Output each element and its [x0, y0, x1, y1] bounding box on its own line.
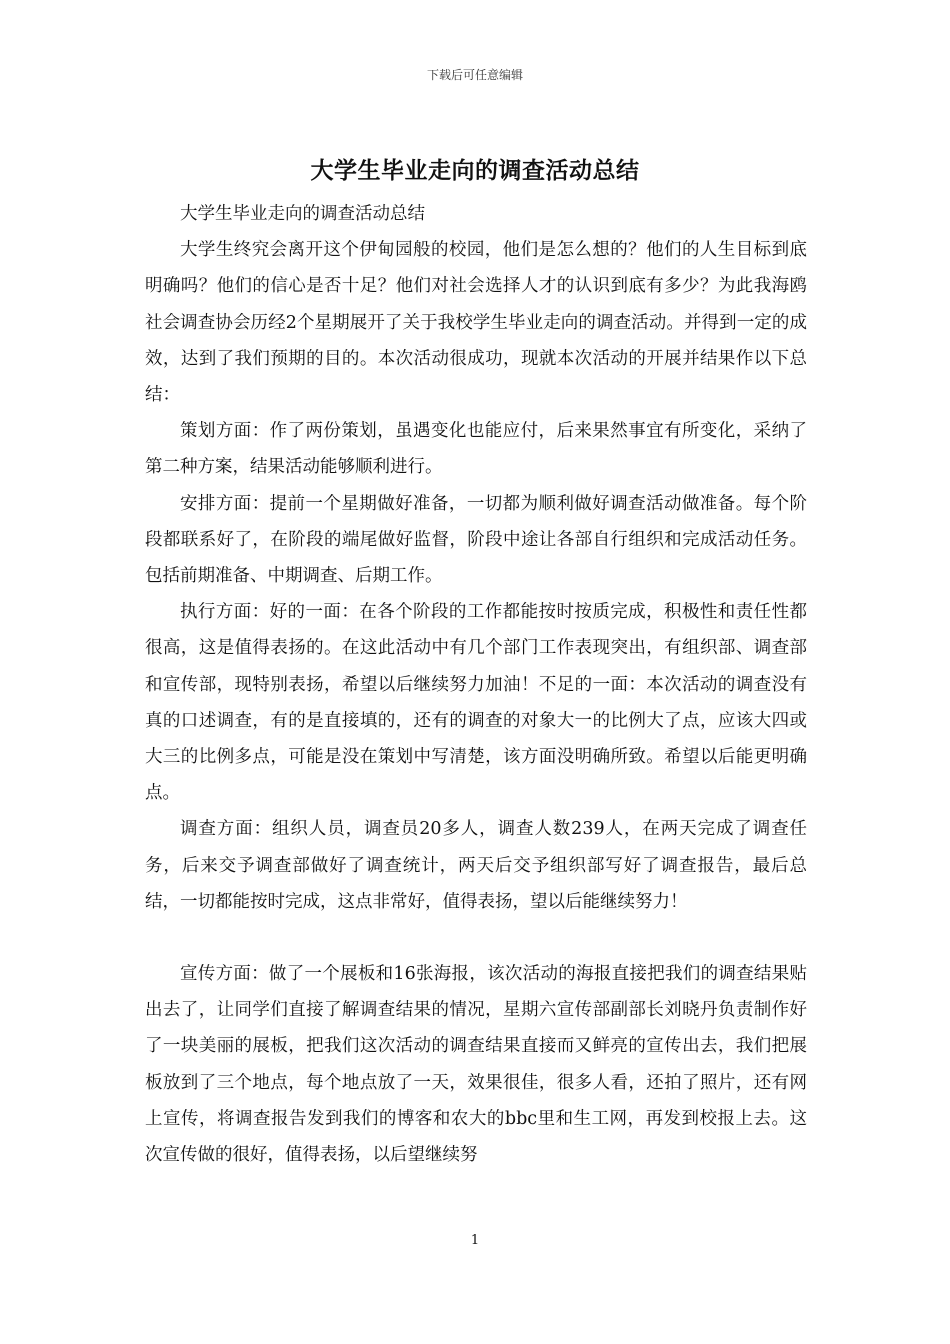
- paragraph-spacer: [145, 920, 807, 956]
- paragraph-publicity: 宣传方面：做了一个展板和16张海报，该次活动的海报直接把我们的调查结果贴出去了，让同学们直接了解调查结果的情况，星期六宣传部副部长刘晓丹负责制作好了一块美丽的展板，把我们这次活动的调查结果直接而又鲜亮的宣传出去，我们把展板放到了三个地点，每个地点放了一天，效果很佳，很多人看，还拍了照片，还有网上宣传，将调查报告发到我们的博客和农大的bbc里和生工网，再发到校报上去。这次宣传做的很好，值得表扬，以后望继续努: [145, 964, 807, 1166]
- paragraph-planning: 策划方面：作了两份策划，虽遇变化也能应付，后来果然事宜有所变化，采纳了第二种方案，结果活动能够顺利进行。: [145, 421, 807, 478]
- document-title: 大学生毕业走向的调查活动总结: [310, 157, 640, 184]
- paragraph-survey: 调查方面：组织人员，调查员20多人，调查人数239人，在两天完成了调查任务，后来交予调查部做好了调查统计，两天后交予组织部写好了调查报告，最后总结，一切都能按时完成，这点非常好，值得表扬，望以后能继续努力！: [145, 819, 807, 912]
- document-body: [145, 196, 807, 1173]
- paragraph-execution: 执行方面：好的一面：在各个阶段的工作都能按时按质完成，积极性和责任性都很高，这是值得表扬的。在这此活动中有几个部门工作表现突出，有组织部、调查部和宣传部，现特别表扬，希望以后继续努力加油！不足的一面：本次活动的调查没有真的口述调查，有的是直接填的，还有的调查的对象大一的比例大了点，应该大四或大三的比例多点，可能是没在策划中写清楚，该方面没明确所致。希望以后能更明确点。: [145, 602, 807, 804]
- paragraph-intro: 大学生终究会离开这个伊甸园般的校园，他们是怎么想的？他们的人生目标到底明确吗？他们的信心是否十足？他们对社会选择人才的认识到底有多少？为此我海鸥社会调查协会历经2个星期展开了关于我校学生毕业走向的调查活动。并得到一定的成效，达到了我们预期的目的。本次活动很成功，现就本次活动的开展并结果作以下总结：: [145, 240, 807, 406]
- page-header-note: 下载后可任意编辑: [426, 68, 523, 82]
- paragraph-arrangement: 安排方面：提前一个星期做好准备，一切都为顺利做好调查活动做准备。每个阶段都联系好了，在阶段的端尾做好监督，阶段中途让各部自行组织和完成活动任务。包括前期准备、中期调查、后期工作。: [145, 493, 807, 587]
- paragraph-subtitle: 大学生毕业走向的调查活动总结: [180, 204, 425, 224]
- page-number: 1: [470, 1233, 480, 1248]
